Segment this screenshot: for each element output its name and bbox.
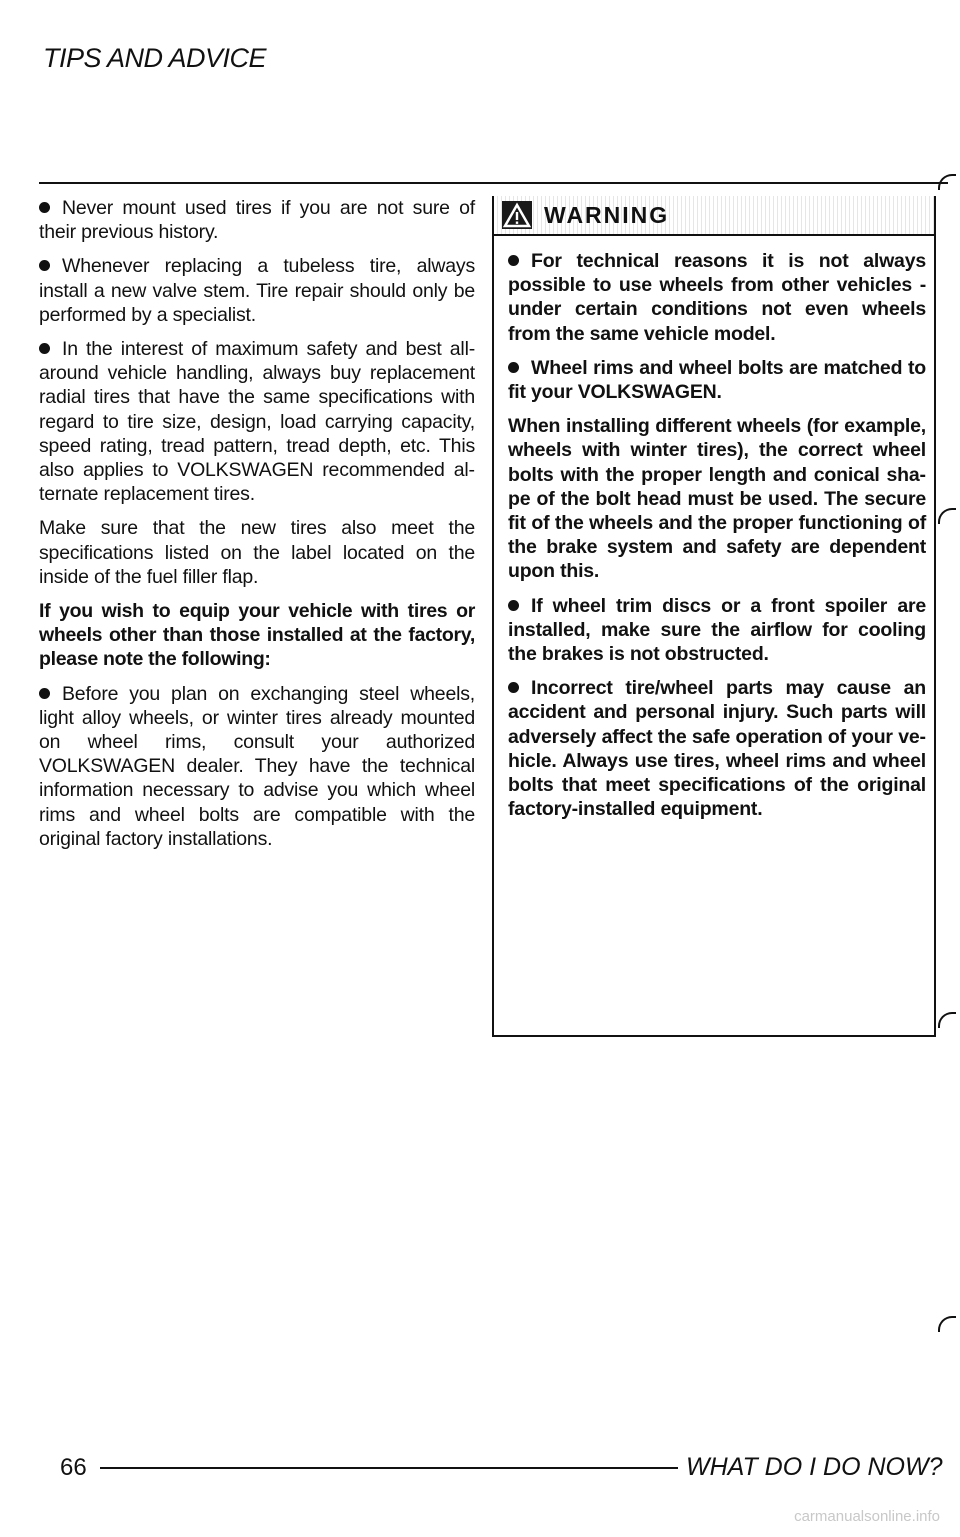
continuation-mark — [938, 174, 956, 190]
warning-triangle-icon — [502, 201, 532, 229]
warning-paragraph: When installing different wheels (for example, wheels with winter tires), the correct wheel bolts with the proper length and conical shape of the bolt head must be used. The secure fit of the wheels and the proper functioning of the brake system and safety are dependent upon this. — [508, 415, 926, 583]
bullet-paragraph: In the interest of maximum safety and best all-around vehicle handling, always buy replacement radial tires that have the same specifications with regard to tire size, design, load carrying capacity, speed rating, tread pattern, tread depth, etc. This also applies to VOLKSWAGEN recommended alternate replacement tires. — [39, 338, 475, 506]
watermark: carmanualsonline.info — [794, 1508, 940, 1525]
footer-section-title: WHAT DO I DO NOW? — [686, 1453, 943, 1481]
bullet-paragraph: Whenever replacing a tubeless tire, always install a new valve stem. Tire repair should only be performed by a specialist. — [39, 255, 475, 326]
paragraph: Make sure that the new tires also meet the specifications listed on the label located on the inside of the fuel filler flap. — [39, 517, 475, 588]
warning-paragraph: Incorrect tire/wheel parts may cause an accident and personal injury. Such parts will adversely affect the safe operation of your vehicle. Always use tires, wheel rims and wheel bolts that meet specifications of the original factory-installed equipment. — [508, 677, 926, 821]
bullet-paragraph: Before you plan on exchanging steel wheels, light alloy wheels, or winter tires already mounted on wheel rims, consult your authorized VOLKSWAGEN dealer. They have the technical information necessary to advise you which wheel rims and wheel bolts are compatible with the original factory installations. — [39, 682, 475, 850]
warning-paragraph: Wheel rims and wheel bolts are matched to fit your VOLKSWAGEN. — [508, 356, 926, 404]
left-column — [39, 196, 475, 861]
footer-divider — [100, 1467, 678, 1469]
bullet-paragraph: Never mount used tires if you are not sure of their previous history. — [39, 197, 475, 244]
page-header-title: TIPS AND ADVICE — [43, 43, 267, 73]
continuation-mark — [938, 1012, 956, 1028]
warning-title: WARNING — [544, 202, 670, 228]
warning-paragraph: If wheel trim discs or a front spoiler are installed, make sure the airflow for cooling the brakes is not obstructed. — [508, 594, 926, 666]
continuation-mark — [938, 508, 956, 524]
warning-box — [492, 196, 936, 1037]
warning-paragraph: For technical reasons it is not always possible to use wheels from other vehicles - under certain conditions not even wheels from the same vehicle model. — [508, 250, 926, 345]
continuation-mark — [938, 1316, 956, 1332]
warning-body — [508, 249, 926, 831]
warning-header — [494, 196, 934, 236]
page-number: 66 — [60, 1454, 87, 1481]
top-divider — [39, 182, 948, 184]
bold-paragraph: If you wish to equip your vehicle with tires or wheels other than those installed at the factory, please note the following: — [39, 600, 475, 671]
